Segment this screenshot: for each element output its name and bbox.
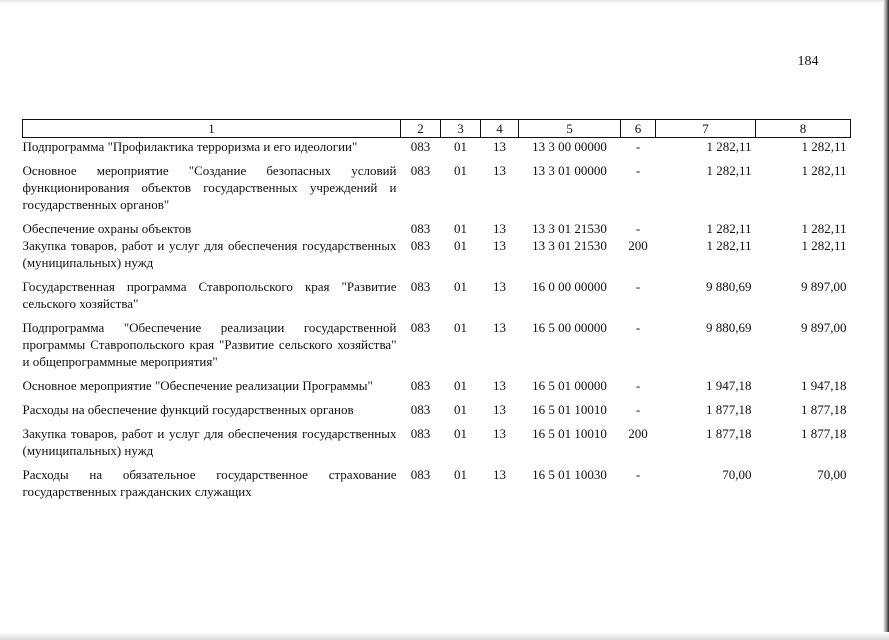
row-amount-1: 9 880,69: [706, 279, 752, 294]
table-row: [23, 466, 851, 500]
row-subsection: 13: [493, 378, 506, 393]
row-subsection: 13: [493, 163, 506, 178]
row-amount-2: 1 282,11: [801, 163, 847, 178]
table-row: [23, 220, 851, 237]
row-target-article: 13 3 01 00000: [532, 163, 607, 178]
row-section: 01: [454, 426, 467, 441]
row-subsection: 13: [493, 320, 506, 335]
row-ministry-code: 083: [410, 426, 431, 441]
row-amount-1: 9 880,69: [706, 320, 752, 335]
row-ministry-code: 083: [410, 279, 431, 294]
header-col-1: 1: [23, 120, 401, 138]
row-section: 01: [454, 320, 467, 335]
row-section: 01: [454, 221, 467, 236]
row-name: Закупка товаров, работ и услуг для обеспечения государственных (муниципальных) нужд: [22, 238, 397, 270]
row-amount-2: 9 897,00: [801, 320, 847, 335]
row-amount-1: 1 877,18: [706, 402, 752, 417]
header-col-5: 5: [519, 120, 621, 138]
row-subsection: 13: [493, 426, 506, 441]
row-expense-type: -: [635, 320, 641, 335]
scan-edge-right: [883, 0, 889, 640]
table-row: [23, 401, 851, 425]
row-amount-2: 1 877,18: [801, 402, 847, 417]
row-ministry-code: 083: [410, 163, 431, 178]
row-amount-2: 1 877,18: [801, 426, 847, 441]
row-amount-1: 70,00: [722, 467, 752, 482]
scan-edge-bottom: [0, 632, 889, 640]
row-name: Обеспечение охраны объектов: [22, 221, 192, 236]
row-name: Расходы на обеспечение функций государственных органов: [22, 402, 354, 417]
row-section: 01: [454, 467, 467, 482]
row-name: Основное мероприятие "Обеспечение реализации Программы": [22, 378, 373, 393]
row-subsection: 13: [493, 279, 506, 294]
header-col-7: 7: [656, 120, 756, 138]
row-section: 01: [454, 163, 467, 178]
row-expense-type: -: [635, 163, 641, 178]
row-section: 01: [454, 402, 467, 417]
header-col-8: 8: [756, 120, 851, 138]
row-amount-2: 1 282,11: [801, 238, 847, 253]
row-subsection: 13: [493, 221, 506, 236]
row-name: Основное мероприятие "Создание безопасных условий функционирования объектов государственных учреждений и государственных органов": [22, 163, 397, 212]
row-expense-type: -: [635, 279, 641, 294]
row-target-article: 13 3 00 00000: [532, 139, 607, 154]
row-target-article: 16 5 01 10030: [532, 467, 607, 482]
row-target-article: 16 5 01 10010: [532, 426, 607, 441]
row-target-article: 16 5 01 00000: [532, 378, 607, 393]
table-row: [23, 138, 851, 163]
row-amount-2: 9 897,00: [801, 279, 847, 294]
row-name: Расходы на обязательное государственное страхование государственных гражданских служащих: [22, 467, 397, 499]
row-amount-2: 1 947,18: [801, 378, 847, 393]
row-amount-2: 1 282,11: [801, 139, 847, 154]
row-name: Подпрограмма "Профилактика терроризма и его идеологии": [22, 139, 358, 154]
row-expense-type: 200: [628, 426, 648, 441]
row-expense-type: -: [635, 402, 641, 417]
row-name: Подпрограмма "Обеспечение реализации государственной программы Ставропольского края "Развитие сельского хозяйства" и общепрограммные мероприятия": [22, 320, 397, 369]
row-amount-1: 1 282,11: [706, 139, 752, 154]
row-subsection: 13: [493, 139, 506, 154]
row-ministry-code: 083: [410, 221, 431, 236]
table-row: [23, 377, 851, 401]
table-row: [23, 237, 851, 278]
header-col-4: 4: [481, 120, 519, 138]
table-row: [23, 319, 851, 377]
row-amount-1: 1 947,18: [706, 378, 752, 393]
budget-table: [22, 119, 851, 500]
row-amount-1: 1 282,11: [706, 163, 752, 178]
row-ministry-code: 083: [410, 467, 431, 482]
header-row: [23, 120, 851, 138]
row-expense-type: -: [635, 378, 641, 393]
row-target-article: 16 0 00 00000: [532, 279, 607, 294]
row-target-article: 13 3 01 21530: [532, 238, 607, 253]
header-col-2: 2: [401, 120, 441, 138]
header-col-6: 6: [621, 120, 656, 138]
row-expense-type: -: [635, 221, 641, 236]
row-name: Закупка товаров, работ и услуг для обеспечения государственных (муниципальных) нужд: [22, 426, 397, 458]
row-section: 01: [454, 238, 467, 253]
row-ministry-code: 083: [410, 238, 431, 253]
row-amount-2: 1 282,11: [801, 221, 847, 236]
row-amount-1: 1 282,11: [706, 221, 752, 236]
row-amount-1: 1 282,11: [706, 238, 752, 253]
row-ministry-code: 083: [410, 139, 431, 154]
row-amount-2: 70,00: [817, 467, 847, 482]
row-ministry-code: 083: [410, 378, 431, 393]
row-section: 01: [454, 279, 467, 294]
row-target-article: 13 3 01 21530: [532, 221, 607, 236]
row-section: 01: [454, 378, 467, 393]
scan-edge-top: [0, 0, 889, 4]
row-subsection: 13: [493, 402, 506, 417]
row-expense-type: -: [635, 467, 641, 482]
row-subsection: 13: [493, 238, 506, 253]
row-ministry-code: 083: [410, 402, 431, 417]
row-expense-type: 200: [628, 238, 648, 253]
row-expense-type: -: [635, 139, 641, 154]
table-row: [23, 162, 851, 220]
row-target-article: 16 5 01 10010: [532, 402, 607, 417]
table-row: [23, 425, 851, 466]
row-target-article: 16 5 00 00000: [532, 320, 607, 335]
table-row: [23, 278, 851, 319]
row-amount-1: 1 877,18: [706, 426, 752, 441]
row-name: Государственная программа Ставропольского края "Развитие сельского хозяйства": [22, 279, 397, 311]
row-ministry-code: 083: [410, 320, 431, 335]
row-subsection: 13: [493, 467, 506, 482]
row-section: 01: [454, 139, 467, 154]
header-col-3: 3: [441, 120, 481, 138]
page-number: 184: [797, 54, 819, 69]
